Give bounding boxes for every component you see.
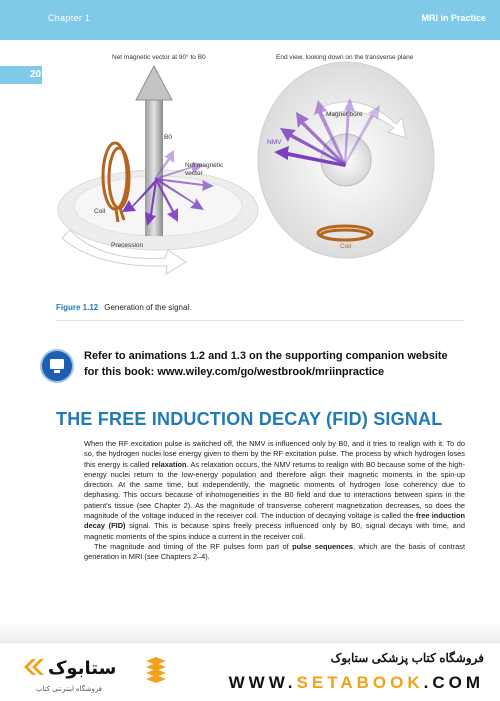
running-chapter: Chapter 1 <box>48 13 91 23</box>
term-fid: free induction decay (FID) <box>84 511 465 531</box>
setabook-logo-icon <box>20 651 140 683</box>
figure-caption-text: Generation of the signal. <box>104 303 192 312</box>
figure-caption <box>56 303 191 312</box>
label-coil-right: Coil <box>340 243 352 250</box>
label-coil-left: Coil <box>94 208 106 215</box>
companion-website-callout: Refer to animations 1.2 and 1.3 on the supporting companion website for this book: www.wiley.com/go/westbrook/mriinpractice <box>84 350 448 378</box>
logo-subtitle: فروشگاه اینترنتی کتاب <box>35 686 103 693</box>
page-shadow <box>0 622 500 642</box>
computer-monitor-icon <box>40 349 74 383</box>
body-text <box>84 439 465 563</box>
footer-banner <box>0 642 500 701</box>
figure-right-title: End view, looking down on the transverse plane <box>276 54 414 61</box>
figure-illustration <box>0 0 500 300</box>
figure-divider <box>56 320 464 321</box>
term-relaxation: relaxation <box>151 459 187 469</box>
book-stack-icon <box>144 657 168 687</box>
shop-title: فروشگاه کتاب پزشکی ستابوک <box>330 651 484 665</box>
page-number: 20 <box>0 66 42 84</box>
svg-text:ستابوک: ستابوک <box>48 658 117 679</box>
term-pulse-sequences: pulse sequences <box>292 541 353 551</box>
label-precession: Precession <box>111 242 144 249</box>
label-magnet-bore: Magnet bore <box>326 111 363 118</box>
section-heading: THE FREE INDUCTION DECAY (FID) SIGNAL <box>56 409 443 429</box>
label-net-magnetic-vector: Net magnetic vector <box>185 162 224 177</box>
b0-arrowhead <box>136 66 172 100</box>
right-diagram <box>258 62 434 258</box>
running-book-title: MRI in Practice <box>421 13 486 23</box>
shop-url-link[interactable]: WWW.SETABOOK.COM <box>228 673 484 692</box>
label-b0: B0 <box>164 134 172 141</box>
paragraph-1: When the RF excitation pulse is switched off, the NMV is influenced only by B0, and it tries to realign with it. To do so, the hydrogen nuclei lose energy given to them by the RF excitation pulse. The process by which hydrogen loses this energy is called relaxation. As relaxation occurs, the NMV returns to realign with B0 because some of the high-energy nuclei return to the low-energy population and therefore align their magnetic moments in the spin-up direction. At the same time, but independently, the magnetic moments of hydrogen lose coherency due to dephasing. This occurs because of inhomogeneities in the B0 field and due to interactions between spins in the patient's tissue (see Chapter 2). As the magnitude of transverse coherent magnetization decreases, so does the magnitude of the voltage induced in the receiver coil. The induction of decaying voltage is called the free induction decay (FID) signal. This is because spins freely precess influenced only by B0, signal decays with time, and magnetic moments of the spins induce a current in the receiver coil. <box>84 439 465 541</box>
figure-left-title: Net magnetic vector at 90° to B0 <box>112 54 206 61</box>
paragraph-2: The magnitude and timing of the RF pulses form part of pulse sequences, which are the basis of contrast generation in MRI (see Chapters 2–4). <box>84 541 466 562</box>
figure-number: Figure 1.12 <box>56 303 99 312</box>
label-nmv: NMV <box>267 139 282 146</box>
